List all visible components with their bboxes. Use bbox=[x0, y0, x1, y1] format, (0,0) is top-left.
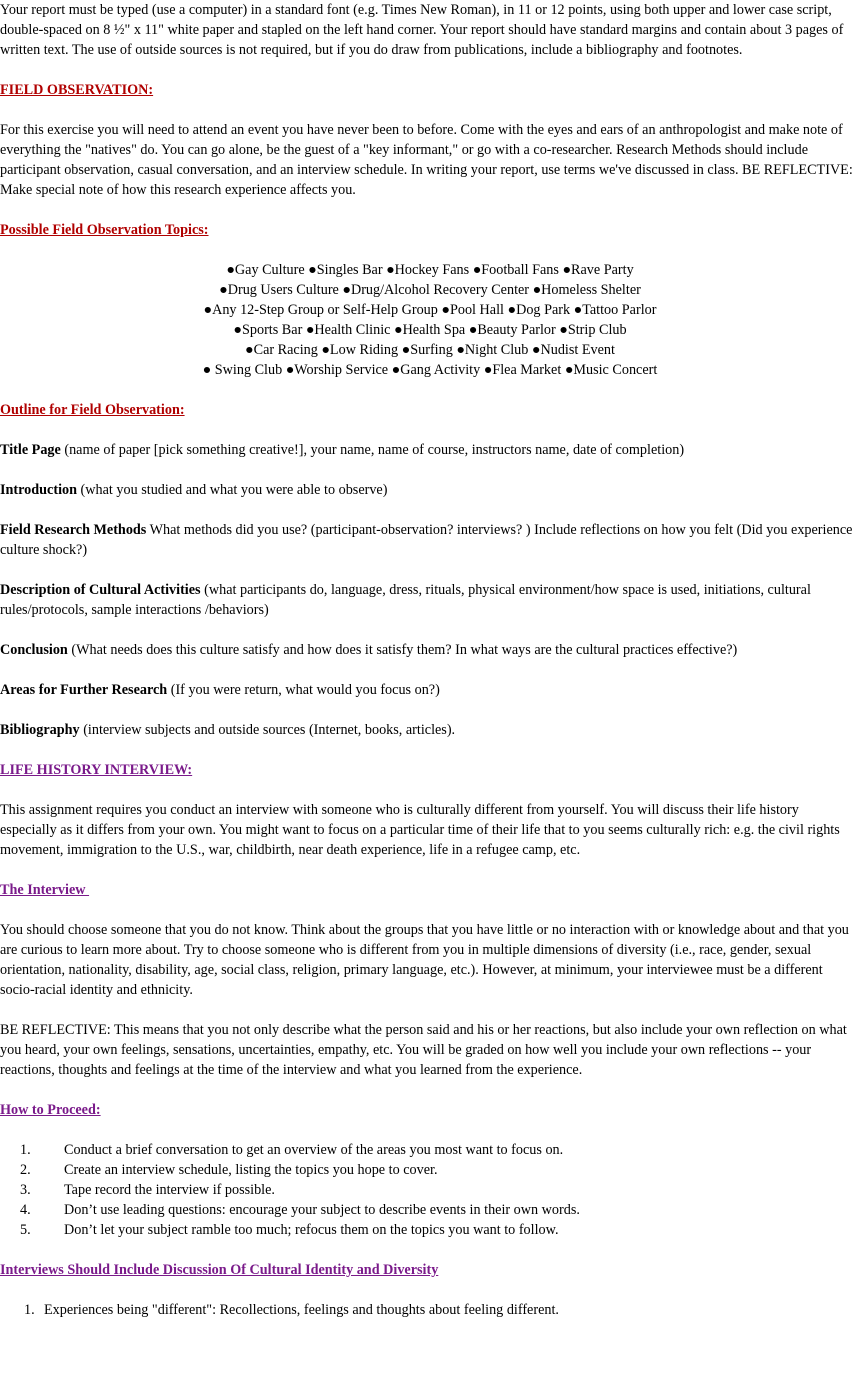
how-to-proceed-heading: How to Proceed: bbox=[0, 1102, 101, 1118]
interview-heading-block bbox=[0, 880, 854, 900]
field-observation-paragraph: For this exercise you will need to attend an event you have never been to before. Come with the eyes and ears of an anthropologist and make note of everything the "natives" do. You can go alone, be the guest of a "key informant," or go with a co-researcher. Research Methods should include participant observation, casual conversation, and an interview schedule. In writing your report, use terms we've discussed in class. BE REFLECTIVE: Make special note of how this research experience affects you. bbox=[0, 122, 853, 198]
discussion-list bbox=[0, 1300, 854, 1320]
outline-desc: (what you studied and what you were able to observe) bbox=[77, 482, 388, 498]
outline-desc: (what participants do, language, dress, rituals, physical environment/how space is used, initiations, cultural rules/protocols, sample interactions /behaviors) bbox=[0, 582, 811, 618]
list-item bbox=[0, 1300, 854, 1320]
list-item-number: 3. bbox=[20, 1182, 31, 1198]
outline-item-conclusion bbox=[0, 640, 854, 660]
outline-term: Conclusion bbox=[0, 642, 68, 658]
list-item bbox=[0, 1200, 854, 1220]
list-item bbox=[0, 1160, 854, 1180]
list-item-text: Conduct a brief conversation to get an overview of the areas you most want to focus on. bbox=[64, 1142, 564, 1158]
list-item-number: 1. bbox=[24, 1302, 35, 1318]
outline-item-methods bbox=[0, 520, 854, 560]
topics-heading: Possible Field Observation Topics: bbox=[0, 222, 209, 238]
outline-term: Title Page bbox=[0, 442, 61, 458]
outline-heading: Outline for Field Observation: bbox=[0, 402, 185, 418]
life-history-heading: LIFE HISTORY INTERVIEW: bbox=[0, 762, 193, 778]
field-observation-heading-block bbox=[0, 80, 854, 100]
outline-item-description bbox=[0, 580, 854, 620]
list-item-number: 5. bbox=[20, 1222, 31, 1238]
list-item bbox=[0, 1180, 854, 1200]
discussion-heading: Interviews Should Include Discussion Of Cultural Identity and Diversity bbox=[0, 1262, 439, 1278]
outline-term: Description of Cultural Activities bbox=[0, 582, 201, 598]
outline-desc: (name of paper [pick something creative!], your name, name of course, instructors name, date of completion) bbox=[60, 442, 685, 458]
list-item bbox=[0, 1140, 854, 1160]
topics-line: ●Any 12-Step Group or Self-Help Group ●Pool Hall ●Dog Park ●Tattoo Parlor bbox=[203, 302, 657, 318]
field-observation-heading: FIELD OBSERVATION: bbox=[0, 82, 154, 98]
how-to-proceed-list bbox=[0, 1140, 854, 1240]
topics-line: ●Sports Bar ●Health Clinic ●Health Spa ●Beauty Parlor ●Strip Club bbox=[233, 322, 627, 338]
outline-heading-block bbox=[0, 400, 854, 420]
life-history-heading-block bbox=[0, 760, 854, 780]
topics-line: ●Drug Users Culture ●Drug/Alcohol Recovery Center ●Homeless Shelter bbox=[219, 282, 641, 298]
list-item-text: Don’t use leading questions: encourage your subject to describe events in their own words. bbox=[64, 1202, 580, 1218]
interview-paragraph-1: You should choose someone that you do not know. Think about the groups that you have little or no interaction with or knowledge about and that you are curious to learn more about. Try to choose someone who is different from you in multiple dimensions of diversity (i.e., race, gender, sexual orientation, nationality, disability, age, social class, religion, primary language, etc.). However, at minimum, your interviewee must be a different socio-racial identity and ethnicity. bbox=[0, 922, 849, 998]
outline-term: Areas for Further Research bbox=[0, 682, 168, 698]
list-item-number: 4. bbox=[20, 1202, 31, 1218]
topics-list bbox=[0, 260, 810, 380]
list-item-number: 1. bbox=[20, 1142, 31, 1158]
interview-paragraph-2: BE REFLECTIVE: This means that you not only describe what the person said and his or her reactions, but also include your own reflection on what you heard, your own feelings, sensations, uncertainties, empathy, etc. You will be graded on how well you include your own reflections -- your reactions, thoughts and feelings at the time of the interview and what you learned from the experience. bbox=[0, 1022, 847, 1078]
outline-item-title-page bbox=[0, 440, 854, 460]
topics-heading-block bbox=[0, 220, 854, 240]
outline-term: Introduction bbox=[0, 482, 77, 498]
list-item bbox=[0, 1220, 854, 1240]
outline-term: Field Research Methods bbox=[0, 522, 147, 538]
outline-term: Bibliography bbox=[0, 722, 80, 738]
outline-desc: (interview subjects and outside sources (Internet, books, articles). bbox=[79, 722, 456, 738]
topics-line: ●Car Racing ●Low Riding ●Surfing ●Night Club ●Nudist Event bbox=[245, 342, 615, 358]
list-item-number: 2. bbox=[20, 1162, 31, 1178]
discussion-heading-block bbox=[0, 1260, 854, 1280]
topics-line: ●Gay Culture ●Singles Bar ●Hockey Fans ●Football Fans ●Rave Party bbox=[226, 262, 634, 278]
outline-desc: (If you were return, what would you focus on?) bbox=[167, 682, 440, 698]
topics-line: ● Swing Club ●Worship Service ●Gang Activity ●Flea Market ●Music Concert bbox=[202, 362, 658, 378]
life-history-paragraph: This assignment requires you conduct an interview with someone who is culturally different from yourself. You will discuss their life history especially as it differs from your own. You might want to focus on a particular time of their life that to you seems culturally rich: e.g. the civil rights movement, immigration to the U.S., war, childbirth, near death experience, life in a refugee camp, etc. bbox=[0, 802, 840, 858]
list-item-text: Create an interview schedule, listing the topics you hope to cover. bbox=[64, 1162, 438, 1178]
list-item-text: Don’t let your subject ramble too much; refocus them on the topics you want to follow. bbox=[64, 1222, 559, 1238]
interview-heading: The Interview bbox=[0, 882, 90, 898]
outline-item-bibliography bbox=[0, 720, 854, 740]
list-item-text: Tape record the interview if possible. bbox=[64, 1182, 275, 1198]
intro-paragraph: Your report must be typed (use a computer) in a standard font (e.g. Times New Roman), in 11 or 12 points, using both upper and lower case script, double-spaced on 8 ½" x 11" white paper and stapled on the left hand corner. Your report should have standard margins and contain about 3 pages of written text. The use of outside sources is not required, but if you do draw from publications, include a bibliography and footnotes. bbox=[0, 2, 844, 58]
how-to-proceed-heading-block bbox=[0, 1100, 854, 1120]
outline-desc: What methods did you use? (participant-observation? interviews? ) Include reflections on how you felt (Did you experience culture shock?) bbox=[0, 522, 853, 558]
outline-desc: (What needs does this culture satisfy and how does it satisfy them? In what ways are the cultural practices effective?) bbox=[67, 642, 738, 658]
list-item-text: Experiences being "different": Recollections, feelings and thoughts about feeling different. bbox=[44, 1302, 559, 1318]
outline-item-introduction bbox=[0, 480, 854, 500]
outline-item-further-research bbox=[0, 680, 854, 700]
